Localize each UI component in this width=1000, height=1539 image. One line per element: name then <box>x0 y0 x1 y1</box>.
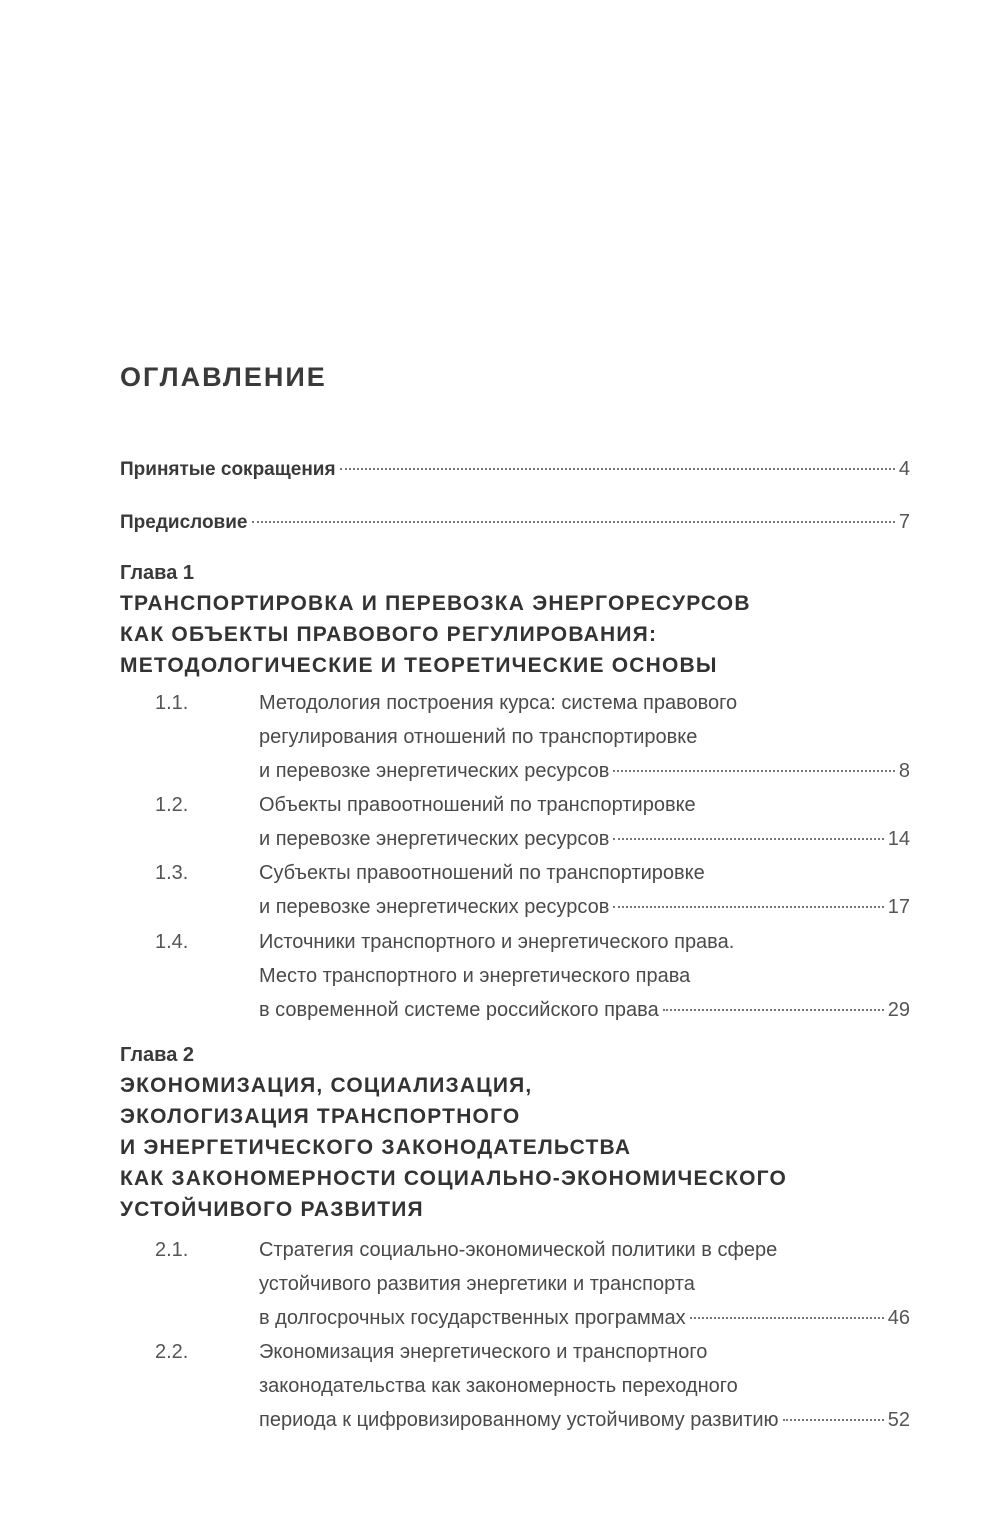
section-line: и перевозке энергетических ресурсов <box>259 896 610 918</box>
section-line: Объекты правоотношений по транспортировке <box>259 794 696 816</box>
section-page: 17 <box>887 896 910 918</box>
section-number: 1.2. <box>155 794 189 816</box>
toc-section-2-1[interactable] <box>155 1233 910 1335</box>
section-line: Место транспортного и энергетического права <box>259 965 691 987</box>
chapter-title-line: КАК ОБЪЕКТЫ ПРАВОВОГО РЕГУЛИРОВАНИЯ: <box>120 623 658 646</box>
chapter-title-line: И ЭНЕРГЕТИЧЕСКОГО ЗАКОНОДАТЕЛЬСТВА <box>120 1136 632 1159</box>
section-number: 1.4. <box>155 931 189 953</box>
toc-row-page: 7 <box>898 511 910 533</box>
section-page: 52 <box>887 1409 910 1431</box>
toc-section-2-2[interactable] <box>155 1335 910 1437</box>
chapter-2-sections <box>120 0 920 1539</box>
section-number: 2.1. <box>155 1239 189 1261</box>
section-number: 2.2. <box>155 1341 189 1363</box>
section-line: в современной системе российского права <box>259 999 659 1021</box>
dot-leader <box>783 1419 884 1421</box>
section-line: периода к цифровизированному устойчивому развитию <box>259 1409 779 1431</box>
section-line: Субъекты правоотношений по транспортировке <box>259 862 705 884</box>
section-line: законодательства как закономерность переходного <box>259 1375 738 1397</box>
toc-row-label: Предисловие <box>120 512 248 533</box>
section-line: устойчивого развития энергетики и транспорта <box>259 1273 695 1295</box>
section-page: 14 <box>887 828 910 850</box>
chapter-label: Глава 1 <box>120 562 195 584</box>
section-line: и перевозке энергетических ресурсов <box>259 828 610 850</box>
section-line: Источники транспортного и энергетического права. <box>259 931 735 953</box>
section-line: в долгосрочных государственных программах <box>259 1307 686 1329</box>
chapter-title-line: КАК ЗАКОНОМЕРНОСТИ СОЦИАЛЬНО-ЭКОНОМИЧЕСКОГО <box>120 1167 787 1190</box>
section-line: Методология построения курса: система правового <box>259 692 738 714</box>
chapter-title-line: ТРАНСПОРТИРОВКА И ПЕРЕВОЗКА ЭНЕРГОРЕСУРСОВ <box>120 592 751 615</box>
section-page: 46 <box>887 1307 910 1329</box>
toc-heading: ОГЛАВЛЕНИЕ <box>120 362 327 392</box>
section-line: Стратегия социально-экономической политики в сфере <box>259 1239 778 1261</box>
chapter-title-line: МЕТОДОЛОГИЧЕСКИЕ И ТЕОРЕТИЧЕСКИЕ ОСНОВЫ <box>120 654 718 677</box>
section-line: и перевозке энергетических ресурсов <box>259 760 610 782</box>
toc-row-label: Принятые сокращения <box>120 459 336 480</box>
section-page: 8 <box>898 760 910 782</box>
chapter-title-line: ЭКОЛОГИЗАЦИЯ ТРАНСПОРТНОГО <box>120 1105 521 1128</box>
dot-leader <box>690 1317 884 1319</box>
chapter-title-line: ЭКОНОМИЗАЦИЯ, СОЦИАЛИЗАЦИЯ, <box>120 1074 533 1097</box>
section-number: 1.1. <box>155 692 189 714</box>
section-page: 29 <box>887 999 910 1021</box>
section-number: 1.3. <box>155 862 189 884</box>
chapter-label: Глава 2 <box>120 1044 195 1066</box>
chapter-title-line: УСТОЙЧИВОГО РАЗВИТИЯ <box>120 1198 424 1221</box>
toc-row-page: 4 <box>898 458 910 480</box>
section-line: регулирования отношений по транспортировке <box>259 726 698 748</box>
section-line: Экономизация энергетического и транспортного <box>259 1341 708 1363</box>
